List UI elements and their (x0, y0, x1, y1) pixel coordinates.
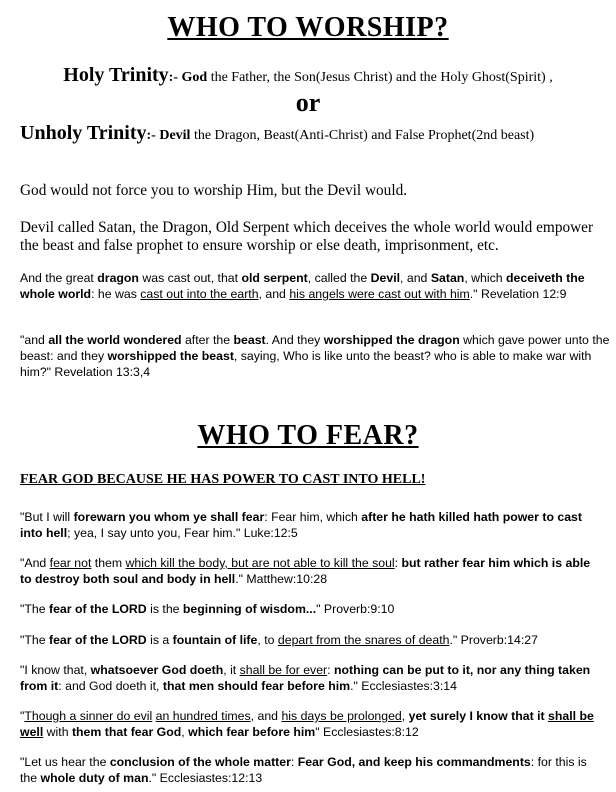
text: whatsoever God doeth (90, 663, 224, 677)
text: : (327, 663, 334, 677)
text: conclusion of the whole matter (109, 755, 291, 769)
text: his angels were cast out with him (289, 287, 470, 301)
text: : he was (91, 287, 141, 301)
paragraph-force-worship: God would not force you to worship Him, but the Devil would. (20, 182, 408, 199)
text: whole duty of man (40, 771, 149, 785)
text: after the (181, 333, 234, 347)
text: " Proverb:9:10 (316, 602, 395, 616)
text: ." Ecclesiastes:3:14 (350, 679, 457, 693)
unholy-rest: the Dragon, Beast(Anti-Christ) and False Prophet(2nd beast) (190, 128, 535, 143)
text: is a (146, 633, 173, 647)
unholy-sep: :- (146, 128, 160, 143)
verse-matthew-10-28 (20, 555, 605, 587)
text: but rather fear him which is able to destroy both soul and body in hell (20, 556, 591, 586)
text: : for this is the (20, 755, 587, 785)
text: , and (258, 287, 290, 301)
text: which kill the body, but are not able to kill the soul (125, 556, 395, 570)
holy-sep: :- (168, 70, 182, 85)
text: "The (20, 602, 49, 616)
text: which gave power unto the beast: and they (20, 333, 610, 363)
text: with (43, 725, 72, 739)
text: "and (20, 333, 49, 347)
text: fear of the LORD (48, 602, 147, 616)
text: that men should fear before him (162, 679, 351, 693)
text: ." Ecclesiastes:12:13 (148, 771, 263, 785)
holy-god: God (181, 70, 208, 85)
text: Though a sinner do evil (24, 709, 153, 723)
text: Satan (430, 271, 465, 285)
text: ; yea, I say unto you, Fear him." Luke:12:5 (67, 526, 298, 540)
text: ." Matthew:10:28 (235, 572, 328, 586)
text: : (394, 556, 402, 570)
or-word: or (295, 88, 321, 117)
text: , (181, 725, 189, 739)
text: Devil (370, 271, 401, 285)
text: "But I will (20, 510, 74, 524)
text: "I know that, (20, 663, 91, 677)
verse-luke-12-5 (20, 509, 600, 541)
text: , and (250, 709, 282, 723)
text: " (20, 709, 25, 723)
text: all the world wondered (48, 333, 182, 347)
text: beginning of wisdom... (182, 602, 317, 616)
text: , it (223, 663, 240, 677)
text: is the (146, 602, 183, 616)
text: yet surely I know that it (408, 709, 549, 723)
text: , and (400, 271, 431, 285)
text: : (290, 755, 298, 769)
title-who-to-worship: WHO TO WORSHIP? (167, 12, 449, 43)
verse-revelation-13-3-4 (20, 332, 610, 380)
text: : and God doeth it, (58, 679, 163, 693)
unholy-trinity-line (20, 122, 616, 145)
text: "Let us hear the (20, 755, 110, 769)
text: , called the (307, 271, 371, 285)
holy-trinity-label: Holy Trinity (63, 64, 169, 86)
text: : Fear him, which (264, 510, 362, 524)
text: shall be well (20, 709, 594, 739)
text: his days be prolonged (281, 709, 402, 723)
text: which fear before him (188, 725, 316, 739)
text: , saying, Who is like unto the beast? who is able to make war with him?" Revelation 13:3,4 (20, 349, 592, 379)
text: worshipped the beast (107, 349, 234, 363)
text: And the great (20, 271, 98, 285)
holy-trinity-line (0, 64, 616, 87)
verse-ecclesiastes-12-13 (20, 754, 605, 786)
text: , which (464, 271, 507, 285)
text: "The (20, 633, 49, 647)
text: ." Revelation 12:9 (469, 287, 567, 301)
verse-ecclesiastes-8-12 (20, 708, 605, 740)
text: . And they (265, 333, 324, 347)
text: " Ecclesiastes:8:12 (315, 725, 419, 739)
text: "And (20, 556, 50, 570)
unholy-devil: Devil (159, 128, 191, 143)
text: Fear God, and keep his commandments (297, 755, 531, 769)
verse-revelation-12-9 (20, 270, 610, 302)
text: fountain of life (172, 633, 258, 647)
text: , nor any thing taken from it (20, 663, 591, 693)
text: forewarn you whom ye shall fear (73, 510, 265, 524)
text: depart from the snares of death (277, 633, 450, 647)
text: worshipped the dragon (323, 333, 460, 347)
text: dragon (97, 271, 139, 285)
verse-proverb-14-27 (20, 632, 610, 648)
text: , (401, 709, 409, 723)
text: after he hath killed hath power to cast into hell (20, 510, 582, 540)
text: an hundred times (155, 709, 251, 723)
text: them that fear God (71, 725, 182, 739)
text: cast out into the earth (140, 287, 259, 301)
title-who-to-fear: WHO TO FEAR? (197, 420, 419, 451)
text: was cast out, that (138, 271, 242, 285)
text: shall be for ever (239, 663, 328, 677)
text: nothing can be put to it (333, 663, 470, 677)
text: beast (233, 333, 266, 347)
unholy-trinity-label: Unholy Trinity (20, 122, 147, 144)
text: deceiveth the whole world (20, 271, 585, 301)
text: old serpent (241, 271, 308, 285)
fear-god-heading: FEAR GOD BECAUSE HE HAS POWER TO CAST INTO HELL! (20, 472, 426, 487)
verse-ecclesiastes-3-14 (20, 662, 605, 694)
text: them (91, 556, 126, 570)
holy-rest: the Father, the Son(Jesus Christ) and the Holy Ghost(Spirit) , (207, 70, 553, 85)
text: fear of the LORD (48, 633, 147, 647)
verse-proverb-9-10 (20, 601, 610, 617)
text: ." Proverb:14:27 (449, 633, 538, 647)
text: , to (257, 633, 278, 647)
text: fear not (49, 556, 92, 570)
paragraph-devil-satan: Devil called Satan, the Dragon, Old Serpent which deceives the whole world would empower the beast and false prophet to ensure worship or else death, imprisonment, etc. (20, 219, 594, 254)
